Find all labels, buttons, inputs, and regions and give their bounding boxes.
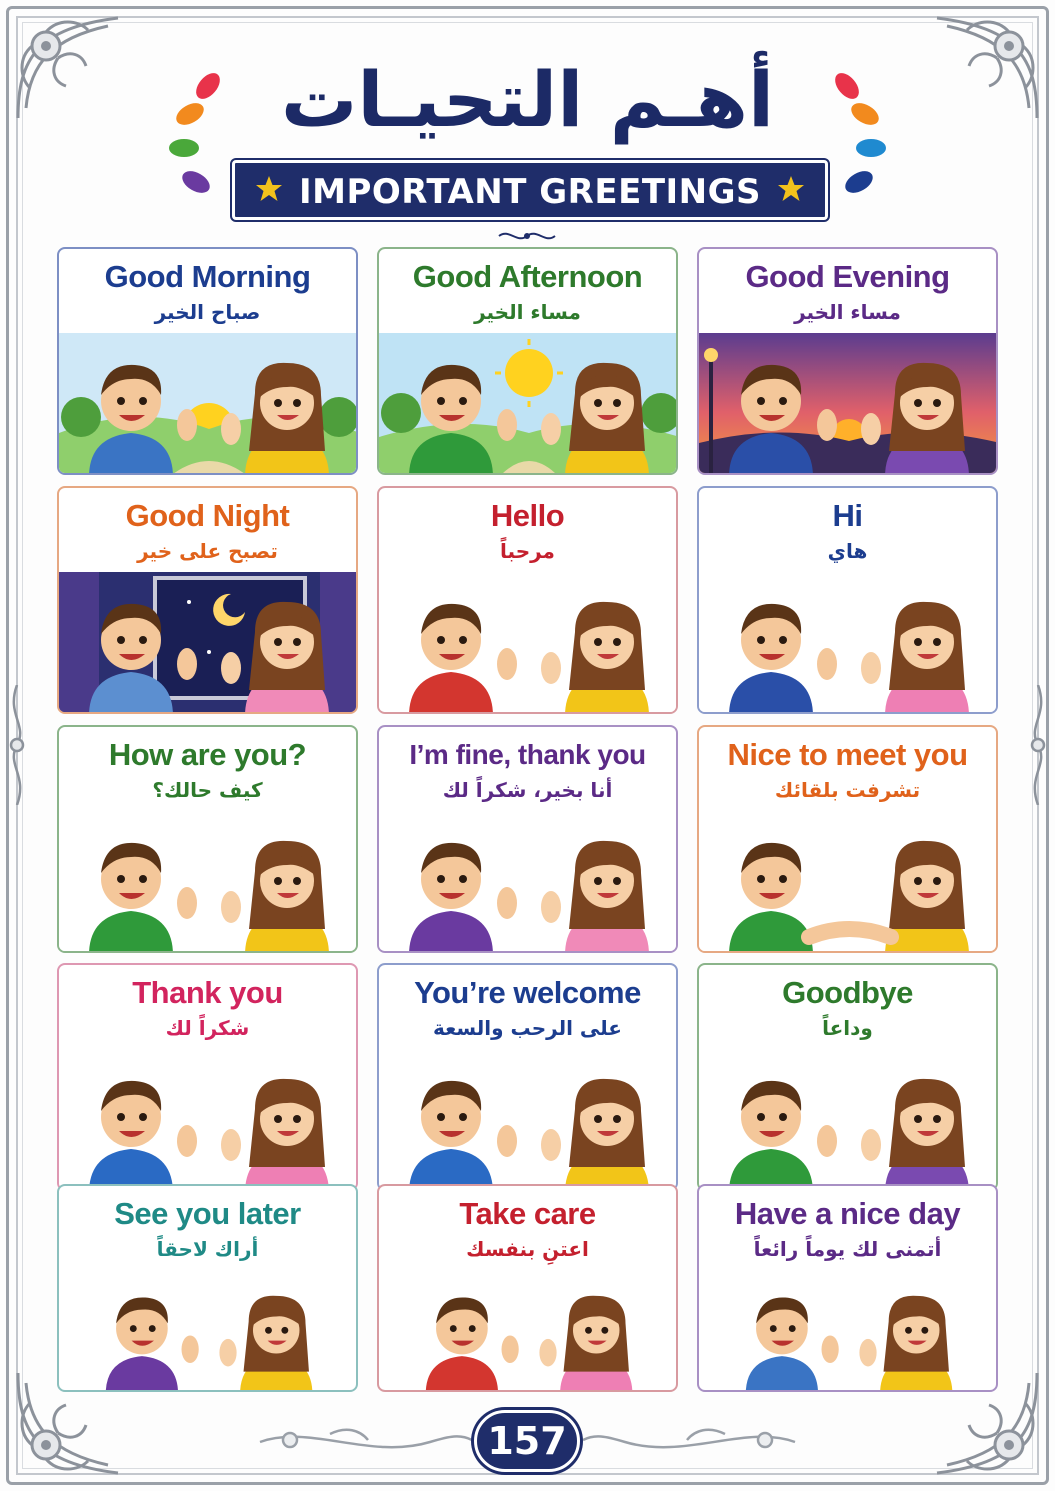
greeting-illustration <box>59 811 358 953</box>
page-number-badge: 157 <box>474 1410 580 1472</box>
greeting-english: Hi <box>832 498 863 533</box>
greeting-card <box>377 725 678 953</box>
greeting-card <box>377 247 678 475</box>
greeting-arabic: أنا بخير، شكراً لك <box>442 778 613 802</box>
greeting-card <box>57 725 358 953</box>
greeting-arabic: شكراً لك <box>165 1016 250 1040</box>
english-title: IMPORTANT GREETINGS <box>298 172 762 212</box>
greeting-card <box>57 247 358 475</box>
greeting-arabic: وداعاً <box>822 1016 873 1040</box>
greeting-card <box>697 1184 998 1392</box>
greeting-illustration <box>59 333 358 475</box>
greeting-illustration <box>59 572 358 714</box>
greeting-english: Goodbye <box>782 975 913 1010</box>
greeting-card <box>697 725 998 953</box>
greeting-english: You’re welcome <box>414 975 641 1010</box>
greeting-illustration <box>379 572 678 714</box>
greeting-card <box>377 486 678 714</box>
greeting-arabic: تشرفت بلقائك <box>774 778 921 802</box>
greeting-english: Good Evening <box>745 259 950 294</box>
greeting-card <box>697 963 998 1191</box>
greeting-arabic: أتمنى لك يوماً رائعاً <box>753 1237 942 1261</box>
greeting-english: Have a nice day <box>734 1196 961 1231</box>
greeting-arabic: مساء الخير <box>794 300 901 324</box>
greeting-card <box>697 486 998 714</box>
greeting-english: Hello <box>490 498 565 533</box>
greeting-english: How are you? <box>108 737 307 772</box>
greeting-card <box>57 963 358 1191</box>
divider-flourish-icon <box>497 228 557 244</box>
greeting-arabic: اعتنِ بنفسك <box>466 1237 589 1261</box>
arabic-title: أهـم التحيـات <box>280 55 775 144</box>
greeting-arabic: صباح الخير <box>154 300 261 324</box>
greeting-arabic: كيف حالك؟ <box>152 778 263 802</box>
greeting-arabic: مساء الخير <box>474 300 581 324</box>
greeting-card <box>57 1184 358 1392</box>
greeting-card <box>697 247 998 475</box>
greeting-illustration <box>699 333 998 475</box>
greeting-illustration <box>699 1049 998 1191</box>
star-icon <box>776 174 806 204</box>
greeting-illustration <box>379 1270 678 1392</box>
greeting-arabic: مرحباً <box>500 539 555 563</box>
greeting-english: Good Morning <box>104 259 311 294</box>
greeting-illustration <box>699 811 998 953</box>
greeting-illustration <box>379 811 678 953</box>
greeting-card <box>377 1184 678 1392</box>
greeting-illustration <box>59 1049 358 1191</box>
greeting-card <box>377 963 678 1191</box>
greeting-arabic: أراك لاحقاً <box>156 1237 259 1261</box>
greeting-english: I’m fine, thank you <box>409 739 646 770</box>
greeting-english: Take care <box>459 1196 596 1231</box>
greeting-english: See you later <box>114 1196 301 1231</box>
greeting-english: Nice to meet you <box>727 737 968 772</box>
title-banner <box>232 160 828 226</box>
greeting-illustration <box>699 572 998 714</box>
greeting-english: Thank you <box>132 975 283 1010</box>
greeting-illustration <box>379 1049 678 1191</box>
side-flourish-icon <box>1025 685 1051 805</box>
greeting-arabic: على الرحب والسعة <box>433 1016 622 1040</box>
side-flourish-icon <box>4 685 30 805</box>
greeting-english: Good Afternoon <box>412 259 643 294</box>
greeting-english: Good Night <box>125 498 290 533</box>
greeting-arabic: تصبح على خير <box>137 539 278 563</box>
greeting-illustration <box>699 1270 998 1392</box>
greeting-arabic: هاي <box>827 539 868 563</box>
greeting-illustration <box>379 333 678 475</box>
greeting-card <box>57 486 358 714</box>
greeting-illustration <box>59 1270 358 1392</box>
